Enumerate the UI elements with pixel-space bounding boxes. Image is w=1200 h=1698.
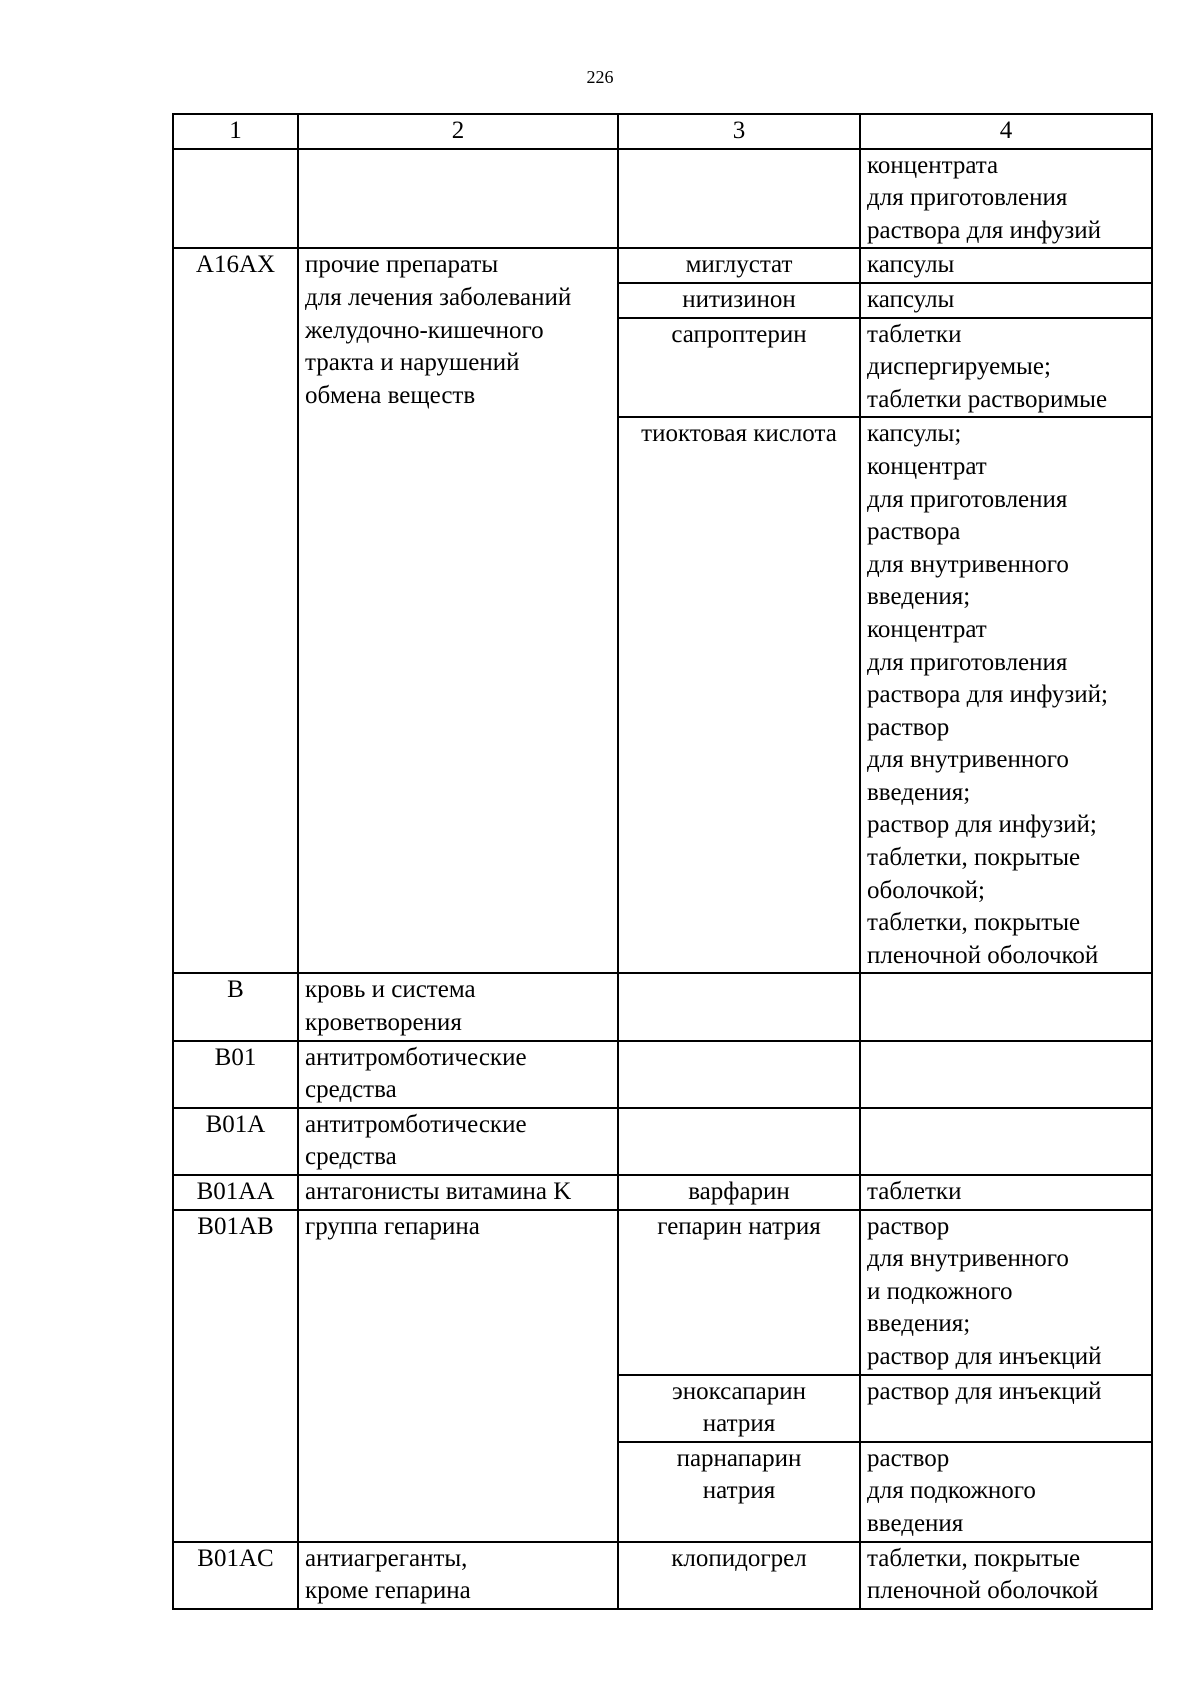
cell-line: для приготовления xyxy=(867,648,1068,676)
cell-line: раствора для инфузий; xyxy=(867,681,1108,709)
cell-line: миглустат xyxy=(685,251,793,279)
cell-col-4 xyxy=(860,149,1152,249)
cell-col-1 xyxy=(173,248,298,973)
cell-col-1 xyxy=(173,1108,298,1175)
cell-line: кровь и система xyxy=(305,976,476,1004)
cell-line: раствора для инфузий xyxy=(867,216,1102,244)
cell-col-2 xyxy=(298,1041,618,1108)
page-number: 226 xyxy=(586,67,614,87)
cell-line: введения xyxy=(867,1509,964,1537)
cell-line: таблетки xyxy=(867,1178,962,1205)
cell-line: кроме гепарина xyxy=(305,1577,471,1605)
cell-line: концентрат xyxy=(867,452,987,480)
cell-line: капсулы; xyxy=(867,420,962,448)
cell-line: клопидогрел xyxy=(671,1544,807,1572)
cell-col-2 xyxy=(298,248,618,973)
cell-line: таблетки, покрытые xyxy=(867,909,1081,937)
cell-col-1 xyxy=(173,149,298,249)
cell-line: концентрата xyxy=(867,151,999,179)
cell-line: A16AX xyxy=(195,251,276,279)
cell-col-1 xyxy=(173,1210,298,1542)
cell-col-4 xyxy=(860,1041,1152,1108)
cell-col-4 xyxy=(860,1175,1152,1210)
cell-col-2 xyxy=(298,1108,618,1175)
cell-line: для внутривенного xyxy=(867,550,1069,578)
cell-line: тракта и нарушений xyxy=(305,349,520,377)
table-row xyxy=(173,1175,1152,1210)
cell-line: для приготовления xyxy=(867,184,1068,212)
cell-line: пленочной оболочкой xyxy=(867,941,1099,969)
cell-line: B01 xyxy=(214,1043,257,1071)
cell-col-3 xyxy=(618,149,860,249)
cell-line: таблетки, покрытые xyxy=(867,1544,1081,1572)
cell-col-3 xyxy=(618,1041,860,1108)
cell-line: оболочкой; xyxy=(867,876,985,904)
cell-line: средства xyxy=(305,1143,397,1171)
cell-line: B xyxy=(227,976,244,1004)
cell-line: для лечения заболеваний xyxy=(305,283,572,311)
cell-col-4 xyxy=(860,973,1152,1040)
cell-line: введения; xyxy=(867,1310,971,1338)
cell-col-1 xyxy=(173,973,298,1040)
medication-table xyxy=(172,113,1153,1610)
cell-line: B01AB xyxy=(197,1212,274,1240)
cell-line: раствор для инъекций xyxy=(867,1377,1102,1405)
table-row xyxy=(173,973,1152,1040)
cell-line: для внутривенного xyxy=(867,746,1069,774)
table-row xyxy=(173,1108,1152,1175)
cell-col-2 xyxy=(298,149,618,249)
cell-line: раствор для инфузий; xyxy=(867,811,1097,839)
cell-line: раствор xyxy=(867,713,950,741)
cell-line: раствор для инъекций xyxy=(867,1342,1102,1370)
cell-line: B01AA xyxy=(196,1178,275,1205)
cell-col-1 xyxy=(173,1041,298,1108)
cell-col-4 xyxy=(860,1210,1152,1375)
cell-line: антитромботические xyxy=(305,1110,527,1138)
cell-line: таблетки xyxy=(867,320,962,348)
cell-line: раствор xyxy=(867,1444,950,1472)
cell-line: введения; xyxy=(867,778,971,806)
cell-line: варфарин xyxy=(688,1178,790,1205)
cell-col-3 xyxy=(618,1442,860,1542)
table-row xyxy=(173,1542,1152,1609)
table-row xyxy=(173,149,1152,249)
cell-line: натрия xyxy=(702,1410,776,1438)
cell-col-4 xyxy=(860,283,1152,318)
cell-col-3 xyxy=(618,1175,860,1210)
cell-line: концентрат xyxy=(867,615,987,643)
cell-line: гепарин натрия xyxy=(657,1212,821,1240)
cell-line: капсулы xyxy=(867,251,955,279)
cell-col-4 xyxy=(860,1442,1152,1542)
cell-col-3 xyxy=(618,1210,860,1375)
cell-line: таблетки, покрытые xyxy=(867,844,1081,872)
cell-col-4 xyxy=(860,248,1152,283)
cell-col-3 xyxy=(618,1375,860,1442)
cell-line: обмена веществ xyxy=(305,381,476,409)
cell-line: введения; xyxy=(867,583,971,611)
cell-col-3 xyxy=(618,283,860,318)
cell-line: B01A xyxy=(205,1110,266,1138)
header-row xyxy=(173,114,1152,149)
cell-col-2 xyxy=(298,1210,618,1542)
cell-line: для подкожного xyxy=(867,1477,1036,1505)
cell-line: прочие препараты xyxy=(305,251,499,279)
cell-line: таблетки растворимые xyxy=(867,385,1108,413)
cell-line: капсулы xyxy=(867,285,955,313)
table-row xyxy=(173,248,1152,283)
cell-line: желудочно-кишечного xyxy=(305,316,544,344)
header-col-3: 3 xyxy=(618,114,860,149)
cell-line: для внутривенного xyxy=(867,1245,1069,1273)
cell-col-4 xyxy=(860,1375,1152,1442)
table-row xyxy=(173,1210,1152,1375)
header-col-1: 1 xyxy=(173,114,298,149)
cell-line: тиоктовая кислота xyxy=(641,420,837,448)
cell-line: для приготовления xyxy=(867,485,1068,513)
cell-line: натрия xyxy=(702,1477,776,1505)
cell-line: нитизинон xyxy=(682,285,796,313)
cell-col-3 xyxy=(618,1542,860,1609)
cell-col-4 xyxy=(860,1108,1152,1175)
cell-line: раствора xyxy=(867,518,961,546)
cell-col-3 xyxy=(618,973,860,1040)
table-row xyxy=(173,1041,1152,1108)
cell-col-4 xyxy=(860,1542,1152,1609)
cell-col-2 xyxy=(298,1542,618,1609)
cell-col-3 xyxy=(618,318,860,418)
cell-col-4 xyxy=(860,318,1152,418)
cell-line: сапроптерин xyxy=(671,320,807,348)
cell-line: B01AC xyxy=(197,1544,274,1572)
cell-line: группа гепарина xyxy=(305,1212,480,1240)
cell-line: антиагреганты, xyxy=(305,1544,468,1572)
cell-col-2 xyxy=(298,1175,618,1210)
cell-col-4 xyxy=(860,417,1152,973)
cell-col-3 xyxy=(618,1108,860,1175)
cell-col-1 xyxy=(173,1542,298,1609)
cell-line: раствор xyxy=(867,1212,950,1240)
header-col-4: 4 xyxy=(860,114,1152,149)
cell-col-3 xyxy=(618,248,860,283)
cell-col-3 xyxy=(618,417,860,973)
cell-line: антагонисты витамина K xyxy=(305,1178,572,1205)
cell-line: антитромботические xyxy=(305,1043,527,1071)
cell-line: диспергируемые; xyxy=(867,353,1051,381)
cell-line: пленочной оболочкой xyxy=(867,1577,1099,1605)
cell-line: эноксапарин xyxy=(671,1377,807,1405)
cell-col-2 xyxy=(298,973,618,1040)
header-col-2: 2 xyxy=(298,114,618,149)
cell-col-1 xyxy=(173,1175,298,1210)
cell-line: и подкожного xyxy=(867,1277,1013,1305)
cell-line: кроветворения xyxy=(305,1009,462,1037)
cell-line: средства xyxy=(305,1076,397,1104)
cell-line: парнапарин xyxy=(676,1444,802,1472)
